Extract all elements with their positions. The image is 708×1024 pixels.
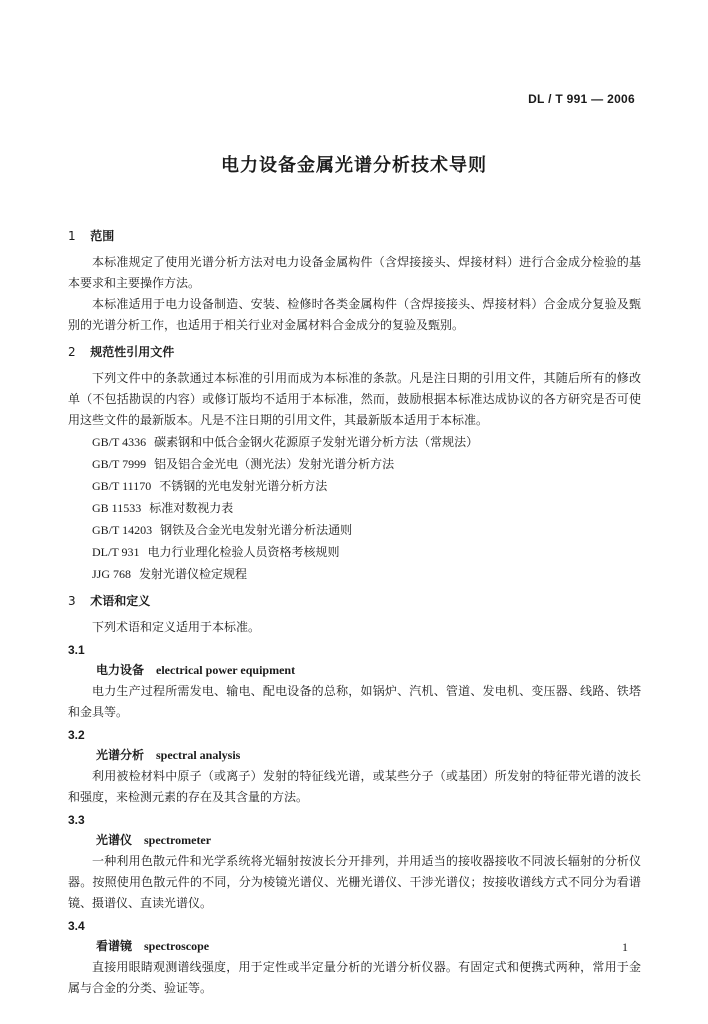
reference-code: GB/T 11170: [92, 479, 152, 493]
term-definition: 电力生产过程所需发电、输电、配电设备的总称，如锅炉、汽机、管道、发电机、变压器、线路、铁塔和金具等。: [68, 684, 641, 719]
section-title: 范围: [90, 229, 115, 243]
reference-item: [92, 541, 641, 563]
reference-title: 碳素钢和中低合金钢火花源原子发射光谱分析方法（常规法）: [154, 435, 479, 449]
reference-code: GB/T 4336: [92, 435, 147, 449]
term-name: [96, 936, 641, 957]
reference-title: 钢铁及合金光电发射光谱分析法通则: [160, 523, 353, 537]
section-3-heading: [68, 591, 641, 612]
reference-code: GB 11533: [92, 501, 142, 515]
term-name-zh: 光谱仪: [96, 833, 133, 847]
term-definition: 直接用眼睛观测谱线强度，用于定性或半定量分析的光谱分析仪器。有固定式和便携式两种，常用于金属与合金的分类、验证等。: [68, 960, 641, 995]
standard-code: DL / T 991 — 2006: [528, 92, 635, 106]
term-definition: 一种利用色散元件和光学系统将光辐射按波长分开排列，并用适当的接收器接收不同波长辐射的分析仪器。按照使用色散元件的不同，分为棱镜光谱仪、光栅光谱仪、干涉光谱仪；按接收谱线方式不同分为看谱镜、摄谱仪、直读光谱仪。: [68, 854, 641, 910]
scope-paragraph: 本标准适用于电力设备制造、安装、检修时各类金属构件（含焊接接头、焊接材料）合金成分复验及甄别的光谱分析工作，也适用于相关行业对金属材料合金成分的复验及甄别。: [68, 297, 641, 332]
reference-code: DL/T 931: [92, 545, 140, 559]
term-definition: 利用被检材料中原子（或离子）发射的特征线光谱，或某些分子（或基团）所发射的特征带光谱的波长和强度，来检测元素的存在及其含量的方法。: [68, 769, 641, 804]
term-name: [96, 745, 641, 766]
reference-item: [92, 453, 641, 475]
section-2-heading: [68, 342, 641, 363]
reference-title: 标准对数视力表: [149, 501, 234, 515]
section-number: 3: [68, 594, 76, 608]
section-1-heading: [68, 226, 641, 247]
section-number: 2: [68, 345, 76, 359]
reference-item: [92, 563, 641, 585]
term-number: 3.1: [68, 643, 85, 657]
section-number: 1: [68, 229, 76, 243]
scope-paragraph: 本标准规定了使用光谱分析方法对电力设备金属构件（含焊接接头、焊接材料）进行合金成分检验的基本要求和主要操作方法。: [68, 255, 641, 290]
term-number: 3.2: [68, 728, 85, 742]
reference-item: [92, 497, 641, 519]
term-name: [96, 830, 641, 851]
reference-item: [92, 519, 641, 541]
term-name-en: spectroscope: [144, 939, 210, 953]
reference-code: GB/T 14203: [92, 523, 153, 537]
page-number: 1: [622, 940, 628, 954]
section-title: 规范性引用文件: [90, 345, 175, 359]
term-name-zh: 看谱镜: [96, 939, 133, 953]
reference-code: GB/T 7999: [92, 457, 147, 471]
terms-intro: 下列术语和定义适用于本标准。: [92, 620, 261, 634]
reference-item: [92, 475, 641, 497]
reference-title: 铝及铝合金光电（测光法）发射光谱分析方法: [154, 457, 395, 471]
term-name-en: electrical power equipment: [156, 663, 296, 677]
document-title: 电力设备金属光谱分析技术导则: [221, 155, 487, 176]
reference-title: 不锈钢的光电发射光谱分析方法: [159, 479, 328, 493]
reference-title: 发射光谱仪检定规程: [139, 567, 248, 581]
section-title: 术语和定义: [90, 594, 151, 608]
term-number: 3.4: [68, 919, 85, 933]
reference-code: JJG 768: [92, 567, 132, 581]
term-name-zh: 光谱分析: [96, 748, 145, 762]
reference-item: [92, 431, 641, 453]
term-name: [96, 660, 641, 681]
term-number: 3.3: [68, 813, 85, 827]
reference-title: 电力行业理化检验人员资格考核规则: [147, 545, 340, 559]
document-body: [68, 226, 641, 999]
term-name-en: spectral analysis: [156, 748, 241, 762]
reference-list: [92, 431, 641, 585]
term-name-zh: 电力设备: [96, 663, 145, 677]
references-paragraph: 下列文件中的条款通过本标准的引用而成为本标准的条款。凡是注日期的引用文件，其随后所有的修改单（不包括勘误的内容）或修订版均不适用于本标准，然而，鼓励根据本标准达成协议的各方研究是否可使用这些文件的最新版本。凡是不注日期的引用文件，其最新版本适用于本标准。: [68, 371, 641, 427]
term-name-en: spectrometer: [144, 833, 212, 847]
